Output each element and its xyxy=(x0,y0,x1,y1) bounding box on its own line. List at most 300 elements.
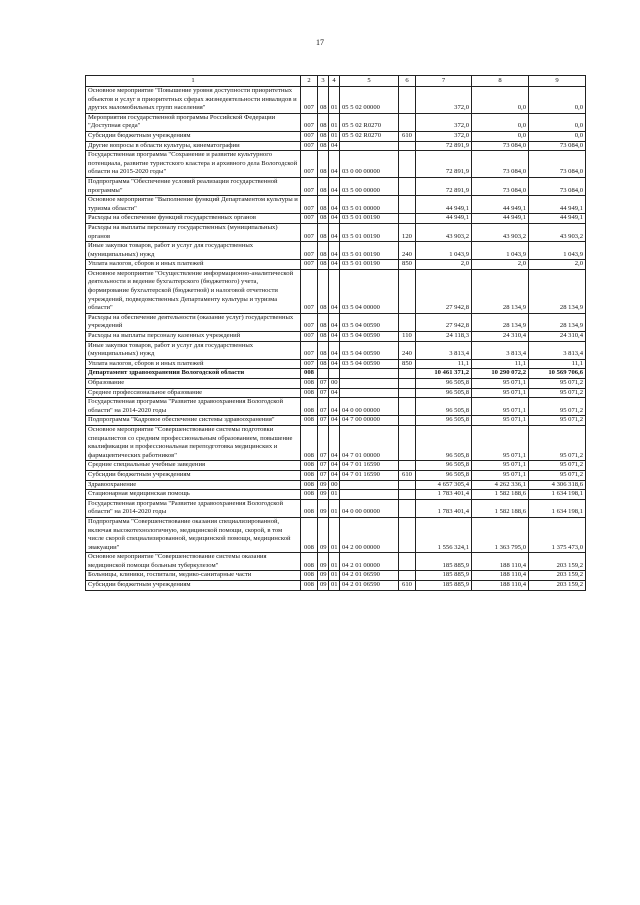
ministry-code-cell: 007 xyxy=(301,341,318,359)
amount-cell-col7: 96 505,8 xyxy=(416,379,472,389)
amount-cell-col8: 3 813,4 xyxy=(472,341,529,359)
ministry-code-cell: 007 xyxy=(301,196,318,214)
section-code-cell: 08 xyxy=(318,214,329,224)
expense-type-cell xyxy=(399,416,416,426)
section-code-cell: 09 xyxy=(318,571,329,581)
amount-cell-col7: 185 885,9 xyxy=(416,553,472,571)
target-article-cell xyxy=(340,379,399,389)
expense-type-cell xyxy=(399,369,416,379)
ministry-code-cell: 008 xyxy=(301,379,318,389)
subsection-code-cell: 04 xyxy=(329,242,340,260)
amount-cell-col9: 73 084,0 xyxy=(529,141,586,151)
table-row xyxy=(86,341,586,359)
section-code-cell: 08 xyxy=(318,131,329,141)
amount-cell-col9: 203 159,2 xyxy=(529,553,586,571)
row-name-cell: Основное мероприятие "Осуществление информационно-аналитической деятельности и ведение бухгалтерского (бюджетного) учета, формирование бухгалтерской (бюджетной) и налоговой отчетности учреждений, подведомственных Департаменту культуры и туризма области" xyxy=(86,269,301,313)
amount-cell-col7: 43 903,2 xyxy=(416,223,472,241)
target-article-cell xyxy=(340,490,399,500)
amount-cell-col7: 27 942,8 xyxy=(416,269,472,313)
subsection-code-cell: 04 xyxy=(329,177,340,195)
amount-cell-col7: 96 505,8 xyxy=(416,461,472,471)
amount-cell-col9: 1 043,9 xyxy=(529,242,586,260)
amount-cell-col8: 44 949,1 xyxy=(472,196,529,214)
ministry-code-cell: 007 xyxy=(301,313,318,331)
target-article-cell: 04 2 01 00000 xyxy=(340,553,399,571)
table-row xyxy=(86,480,586,490)
amount-cell-col8: 95 071,1 xyxy=(472,379,529,389)
expense-type-cell: 610 xyxy=(399,470,416,480)
section-code-cell: 07 xyxy=(318,416,329,426)
subsection-code-cell: 01 xyxy=(329,581,340,591)
amount-cell-col8: 2,0 xyxy=(472,260,529,270)
expense-type-cell xyxy=(399,379,416,389)
amount-cell-col9: 44 949,1 xyxy=(529,214,586,224)
amount-cell-col9: 95 071,2 xyxy=(529,379,586,389)
amount-cell-col7: 96 505,8 xyxy=(416,388,472,398)
target-article-cell: 04 0 00 00000 xyxy=(340,398,399,416)
amount-cell-col9: 73 084,0 xyxy=(529,177,586,195)
row-name-cell: Уплата налогов, сборов и иных платежей xyxy=(86,359,301,369)
section-code-cell: 08 xyxy=(318,87,329,114)
section-code-cell: 07 xyxy=(318,470,329,480)
amount-cell-col7: 1 043,9 xyxy=(416,242,472,260)
amount-cell-col9: 0,0 xyxy=(529,113,586,131)
target-article-cell: 03 5 04 00590 xyxy=(340,341,399,359)
expense-type-cell: 610 xyxy=(399,131,416,141)
expense-type-cell xyxy=(399,480,416,490)
section-code-cell: 08 xyxy=(318,260,329,270)
expense-type-cell: 240 xyxy=(399,242,416,260)
subsection-code-cell: 01 xyxy=(329,499,340,517)
subsection-code-cell: 01 xyxy=(329,131,340,141)
amount-cell-col7: 72 891,9 xyxy=(416,141,472,151)
amount-cell-col9: 10 569 706,6 xyxy=(529,369,586,379)
amount-cell-col9: 95 071,2 xyxy=(529,470,586,480)
amount-cell-col7: 44 949,1 xyxy=(416,196,472,214)
amount-cell-col9: 4 306 318,6 xyxy=(529,480,586,490)
amount-cell-col9: 0,0 xyxy=(529,87,586,114)
subsection-code-cell: 01 xyxy=(329,517,340,552)
header-cell: 5 xyxy=(340,76,399,87)
amount-cell-col9: 11,1 xyxy=(529,359,586,369)
row-name-cell: Департамент здравоохранения Вологодской области xyxy=(86,369,301,379)
ministry-code-cell: 008 xyxy=(301,425,318,460)
row-name-cell: Стационарная медицинская помощь xyxy=(86,490,301,500)
expense-type-cell xyxy=(399,113,416,131)
subsection-code-cell: 04 xyxy=(329,196,340,214)
subsection-code-cell: 04 xyxy=(329,461,340,471)
amount-cell-col7: 11,1 xyxy=(416,359,472,369)
amount-cell-col8: 0,0 xyxy=(472,113,529,131)
table-row xyxy=(86,581,586,591)
row-name-cell: Другие вопросы в области культуры, кинематографии xyxy=(86,141,301,151)
table-row xyxy=(86,517,586,552)
subsection-code-cell: 04 xyxy=(329,332,340,342)
subsection-code-cell: 01 xyxy=(329,87,340,114)
expense-type-cell xyxy=(399,517,416,552)
expense-type-cell: 610 xyxy=(399,581,416,591)
section-code-cell: 07 xyxy=(318,425,329,460)
amount-cell-col8: 188 110,4 xyxy=(472,553,529,571)
ministry-code-cell: 007 xyxy=(301,359,318,369)
target-article-cell xyxy=(340,480,399,490)
amount-cell-col8: 95 071,1 xyxy=(472,425,529,460)
expense-type-cell xyxy=(399,461,416,471)
target-article-cell: 05 5 02 00000 xyxy=(340,87,399,114)
expense-type-cell xyxy=(399,269,416,313)
amount-cell-col7: 1 556 324,1 xyxy=(416,517,472,552)
row-name-cell: Основное мероприятие "Совершенствование системы оказания медицинской помощи больным туберкулезом" xyxy=(86,553,301,571)
section-code-cell: 08 xyxy=(318,196,329,214)
table-row xyxy=(86,87,586,114)
target-article-cell: 03 5 04 00590 xyxy=(340,313,399,331)
amount-cell-col7: 24 118,3 xyxy=(416,332,472,342)
row-name-cell: Мероприятия государственной программы Российской Федерации "Доступная среда" xyxy=(86,113,301,131)
expense-type-cell: 110 xyxy=(399,332,416,342)
row-name-cell: Расходы на обеспечение деятельности (оказание услуг) государственных учреждений xyxy=(86,313,301,331)
table-row xyxy=(86,151,586,178)
subsection-code-cell: 04 xyxy=(329,151,340,178)
subsection-code-cell: 01 xyxy=(329,490,340,500)
amount-cell-col8: 1 582 188,6 xyxy=(472,490,529,500)
ministry-code-cell: 008 xyxy=(301,388,318,398)
target-article-cell: 03 5 01 00190 xyxy=(340,214,399,224)
expense-type-cell xyxy=(399,87,416,114)
ministry-code-cell: 007 xyxy=(301,242,318,260)
expense-type-cell xyxy=(399,214,416,224)
amount-cell-col9: 2,0 xyxy=(529,260,586,270)
ministry-code-cell: 008 xyxy=(301,581,318,591)
section-code-cell: 08 xyxy=(318,359,329,369)
subsection-code-cell: 04 xyxy=(329,269,340,313)
section-code-cell: 07 xyxy=(318,379,329,389)
section-code-cell: 08 xyxy=(318,141,329,151)
subsection-code-cell: 04 xyxy=(329,313,340,331)
table-row xyxy=(86,499,586,517)
row-name-cell: Расходы на обеспечение функций государственных органов xyxy=(86,214,301,224)
expense-type-cell xyxy=(399,141,416,151)
amount-cell-col7: 372,0 xyxy=(416,113,472,131)
table-row xyxy=(86,470,586,480)
section-code-cell: 08 xyxy=(318,242,329,260)
row-name-cell: Основное мероприятие "Повышение уровня доступности приоритетных объектов и услуг в приоритетных сферах жизнедеятельности инвалидов и других маломобильных групп населения" xyxy=(86,87,301,114)
header-row xyxy=(86,76,586,87)
amount-cell-col7: 185 885,9 xyxy=(416,571,472,581)
table-row xyxy=(86,571,586,581)
target-article-cell: 05 5 02 R0270 xyxy=(340,113,399,131)
ministry-code-cell: 007 xyxy=(301,151,318,178)
amount-cell-col8: 24 310,4 xyxy=(472,332,529,342)
section-code-cell: 07 xyxy=(318,461,329,471)
amount-cell-col8: 73 084,0 xyxy=(472,141,529,151)
ministry-code-cell: 007 xyxy=(301,332,318,342)
expense-type-cell xyxy=(399,177,416,195)
expense-type-cell xyxy=(399,499,416,517)
header-cell: 7 xyxy=(416,76,472,87)
amount-cell-col7: 96 505,8 xyxy=(416,425,472,460)
section-code-cell: 08 xyxy=(318,313,329,331)
expense-type-cell xyxy=(399,151,416,178)
table-row xyxy=(86,388,586,398)
target-article-cell: 04 2 01 06590 xyxy=(340,571,399,581)
amount-cell-col9: 95 071,2 xyxy=(529,388,586,398)
ministry-code-cell: 008 xyxy=(301,416,318,426)
amount-cell-col8: 1 582 188,6 xyxy=(472,499,529,517)
amount-cell-col7: 185 885,9 xyxy=(416,581,472,591)
expense-type-cell xyxy=(399,388,416,398)
section-code-cell: 08 xyxy=(318,341,329,359)
page-number: 17 xyxy=(316,38,324,47)
amount-cell-col9: 0,0 xyxy=(529,131,586,141)
row-name-cell: Иные закупки товаров, работ и услуг для государственных (муниципальных) нужд xyxy=(86,341,301,359)
table-row xyxy=(86,461,586,471)
amount-cell-col8: 188 110,4 xyxy=(472,571,529,581)
amount-cell-col9: 203 159,2 xyxy=(529,581,586,591)
amount-cell-col7: 72 891,9 xyxy=(416,151,472,178)
target-article-cell: 04 7 01 00000 xyxy=(340,425,399,460)
header-cell: 8 xyxy=(472,76,529,87)
table-row xyxy=(86,131,586,141)
section-code-cell: 09 xyxy=(318,581,329,591)
amount-cell-col9: 1 634 198,1 xyxy=(529,499,586,517)
table-row xyxy=(86,398,586,416)
table-row xyxy=(86,553,586,571)
amount-cell-col8: 95 071,1 xyxy=(472,461,529,471)
amount-cell-col7: 72 891,9 xyxy=(416,177,472,195)
amount-cell-col7: 372,0 xyxy=(416,87,472,114)
expense-type-cell xyxy=(399,398,416,416)
target-article-cell: 03 5 01 00190 xyxy=(340,242,399,260)
amount-cell-col9: 24 310,4 xyxy=(529,332,586,342)
table-row xyxy=(86,113,586,131)
amount-cell-col9: 1 375 473,0 xyxy=(529,517,586,552)
section-code-cell: 07 xyxy=(318,388,329,398)
subsection-code-cell: 04 xyxy=(329,341,340,359)
row-name-cell: Расходы на выплаты персоналу государственных (муниципальных) органов xyxy=(86,223,301,241)
amount-cell-col9: 95 071,2 xyxy=(529,416,586,426)
amount-cell-col7: 4 657 305,4 xyxy=(416,480,472,490)
section-code-cell: 09 xyxy=(318,480,329,490)
target-article-cell: 03 0 00 00000 xyxy=(340,151,399,178)
amount-cell-col9: 95 071,2 xyxy=(529,461,586,471)
expense-type-cell xyxy=(399,553,416,571)
ministry-code-cell: 007 xyxy=(301,223,318,241)
expense-type-cell: 850 xyxy=(399,260,416,270)
subsection-code-cell: 04 xyxy=(329,470,340,480)
target-article-cell xyxy=(340,141,399,151)
row-name-cell: Подпрограмма "Кадровое обеспечение системы здравоохранения" xyxy=(86,416,301,426)
amount-cell-col9: 43 903,2 xyxy=(529,223,586,241)
amount-cell-col8: 95 071,1 xyxy=(472,398,529,416)
section-code-cell: 08 xyxy=(318,177,329,195)
amount-cell-col8: 1 043,9 xyxy=(472,242,529,260)
amount-cell-col9: 28 134,9 xyxy=(529,269,586,313)
ministry-code-cell: 008 xyxy=(301,499,318,517)
expense-type-cell xyxy=(399,571,416,581)
row-name-cell: Государственная программа "Развитие здравоохранения Вологодской области" на 2014-2020 годы xyxy=(86,398,301,416)
table-row xyxy=(86,425,586,460)
header-cell: 1 xyxy=(86,76,301,87)
subsection-code-cell: 01 xyxy=(329,553,340,571)
subsection-code-cell: 04 xyxy=(329,223,340,241)
section-code-cell: 09 xyxy=(318,490,329,500)
row-name-cell: Образование xyxy=(86,379,301,389)
table-row xyxy=(86,369,586,379)
budget-table xyxy=(85,75,586,591)
amount-cell-col8: 188 110,4 xyxy=(472,581,529,591)
table-row xyxy=(86,379,586,389)
table-row xyxy=(86,416,586,426)
subsection-code-cell: 04 xyxy=(329,388,340,398)
ministry-code-cell: 007 xyxy=(301,87,318,114)
amount-cell-col8: 1 363 795,0 xyxy=(472,517,529,552)
header-cell: 4 xyxy=(329,76,340,87)
section-code-cell: 09 xyxy=(318,553,329,571)
amount-cell-col8: 28 134,9 xyxy=(472,269,529,313)
row-name-cell: Государственная программа "Сохранение и развитие культурного потенциала, развитие туристского кластера и архивного дела Вологодской области на 2015-2020 годы" xyxy=(86,151,301,178)
table-row xyxy=(86,214,586,224)
table-row xyxy=(86,141,586,151)
amount-cell-col7: 10 461 371,2 xyxy=(416,369,472,379)
amount-cell-col7: 1 783 401,4 xyxy=(416,499,472,517)
row-name-cell: Субсидии бюджетным учреждениям xyxy=(86,470,301,480)
row-name-cell: Основное мероприятие "Совершенствование системы подготовки специалистов со средним профессиональным образованием, повышение квалификации и профессиональная переподготовка медицинских и фармацевтических работников" xyxy=(86,425,301,460)
table-row xyxy=(86,260,586,270)
row-name-cell: Среднее профессиональное образование xyxy=(86,388,301,398)
amount-cell-col8: 43 903,2 xyxy=(472,223,529,241)
amount-cell-col7: 27 942,8 xyxy=(416,313,472,331)
ministry-code-cell: 008 xyxy=(301,571,318,581)
table-row xyxy=(86,490,586,500)
section-code-cell: 08 xyxy=(318,151,329,178)
ministry-code-cell: 007 xyxy=(301,113,318,131)
amount-cell-col7: 96 505,8 xyxy=(416,470,472,480)
row-name-cell: Субсидии бюджетным учреждениям xyxy=(86,581,301,591)
table-row xyxy=(86,359,586,369)
amount-cell-col7: 372,0 xyxy=(416,131,472,141)
row-name-cell: Иные закупки товаров, работ и услуг для государственных (муниципальных) нужд xyxy=(86,242,301,260)
row-name-cell: Подпрограмма "Обеспечение условий реализации государственной программы" xyxy=(86,177,301,195)
amount-cell-col9: 44 949,1 xyxy=(529,196,586,214)
section-code-cell xyxy=(318,369,329,379)
section-code-cell: 09 xyxy=(318,517,329,552)
row-name-cell: Основное мероприятие "Выполнение функций Департаментом культуры и туризма области" xyxy=(86,196,301,214)
ministry-code-cell: 008 xyxy=(301,490,318,500)
ministry-code-cell: 008 xyxy=(301,480,318,490)
target-article-cell: 03 5 01 00190 xyxy=(340,223,399,241)
row-name-cell: Здравоохранение xyxy=(86,480,301,490)
amount-cell-col8: 10 290 072,2 xyxy=(472,369,529,379)
row-name-cell: Расходы на выплаты персоналу казенных учреждений xyxy=(86,332,301,342)
target-article-cell: 04 7 01 16590 xyxy=(340,461,399,471)
amount-cell-col8: 11,1 xyxy=(472,359,529,369)
section-code-cell: 07 xyxy=(318,398,329,416)
amount-cell-col8: 28 134,9 xyxy=(472,313,529,331)
amount-cell-col9: 1 634 198,1 xyxy=(529,490,586,500)
target-article-cell xyxy=(340,369,399,379)
ministry-code-cell: 007 xyxy=(301,214,318,224)
amount-cell-col8: 73 084,0 xyxy=(472,177,529,195)
subsection-code-cell: 00 xyxy=(329,480,340,490)
header-cell: 2 xyxy=(301,76,318,87)
table-body xyxy=(86,87,586,591)
amount-cell-col8: 95 071,1 xyxy=(472,388,529,398)
amount-cell-col8: 4 262 336,1 xyxy=(472,480,529,490)
table-row xyxy=(86,223,586,241)
subsection-code-cell: 01 xyxy=(329,113,340,131)
subsection-code-cell: 04 xyxy=(329,425,340,460)
target-article-cell: 04 7 01 16590 xyxy=(340,470,399,480)
amount-cell-col8: 95 071,1 xyxy=(472,470,529,480)
expense-type-cell xyxy=(399,313,416,331)
amount-cell-col7: 3 813,4 xyxy=(416,341,472,359)
amount-cell-col9: 95 071,2 xyxy=(529,398,586,416)
section-code-cell: 08 xyxy=(318,223,329,241)
ministry-code-cell: 007 xyxy=(301,177,318,195)
expense-type-cell: 120 xyxy=(399,223,416,241)
table-row xyxy=(86,196,586,214)
subsection-code-cell: 04 xyxy=(329,214,340,224)
ministry-code-cell: 008 xyxy=(301,470,318,480)
subsection-code-cell: 04 xyxy=(329,398,340,416)
section-code-cell: 08 xyxy=(318,113,329,131)
row-name-cell: Субсидии бюджетным учреждениям xyxy=(86,131,301,141)
ministry-code-cell: 008 xyxy=(301,369,318,379)
row-name-cell: Уплата налогов, сборов и иных платежей xyxy=(86,260,301,270)
expense-type-cell: 850 xyxy=(399,359,416,369)
amount-cell-col8: 73 084,0 xyxy=(472,151,529,178)
expense-type-cell: 240 xyxy=(399,341,416,359)
amount-cell-col8: 95 071,1 xyxy=(472,416,529,426)
target-article-cell: 04 0 00 00000 xyxy=(340,499,399,517)
amount-cell-col9: 3 813,4 xyxy=(529,341,586,359)
amount-cell-col7: 2,0 xyxy=(416,260,472,270)
ministry-code-cell: 007 xyxy=(301,260,318,270)
amount-cell-col8: 0,0 xyxy=(472,131,529,141)
target-article-cell: 03 5 04 00590 xyxy=(340,332,399,342)
target-article-cell: 03 5 00 00000 xyxy=(340,177,399,195)
ministry-code-cell: 007 xyxy=(301,269,318,313)
target-article-cell: 04 7 00 00000 xyxy=(340,416,399,426)
target-article-cell xyxy=(340,388,399,398)
subsection-code-cell: 04 xyxy=(329,416,340,426)
target-article-cell: 04 2 01 06590 xyxy=(340,581,399,591)
target-article-cell: 03 5 04 00590 xyxy=(340,359,399,369)
subsection-code-cell: 04 xyxy=(329,141,340,151)
expense-type-cell xyxy=(399,196,416,214)
target-article-cell: 04 2 00 00000 xyxy=(340,517,399,552)
section-code-cell: 09 xyxy=(318,499,329,517)
amount-cell-col7: 96 505,8 xyxy=(416,416,472,426)
header-cell: 6 xyxy=(399,76,416,87)
table-row xyxy=(86,177,586,195)
ministry-code-cell: 007 xyxy=(301,141,318,151)
section-code-cell: 08 xyxy=(318,332,329,342)
amount-cell-col9: 73 084,0 xyxy=(529,151,586,178)
ministry-code-cell: 008 xyxy=(301,517,318,552)
header-cell: 9 xyxy=(529,76,586,87)
target-article-cell: 03 5 01 00190 xyxy=(340,260,399,270)
target-article-cell: 03 5 04 00000 xyxy=(340,269,399,313)
row-name-cell: Больницы, клиники, госпитали, медико-санитарные части xyxy=(86,571,301,581)
ministry-code-cell: 008 xyxy=(301,461,318,471)
table-row xyxy=(86,313,586,331)
amount-cell-col9: 28 134,9 xyxy=(529,313,586,331)
ministry-code-cell: 008 xyxy=(301,553,318,571)
header-cell: 3 xyxy=(318,76,329,87)
ministry-code-cell: 008 xyxy=(301,398,318,416)
row-name-cell: Государственная программа "Развитие здравоохранения Вологодской области" на 2014-2020 годы xyxy=(86,499,301,517)
